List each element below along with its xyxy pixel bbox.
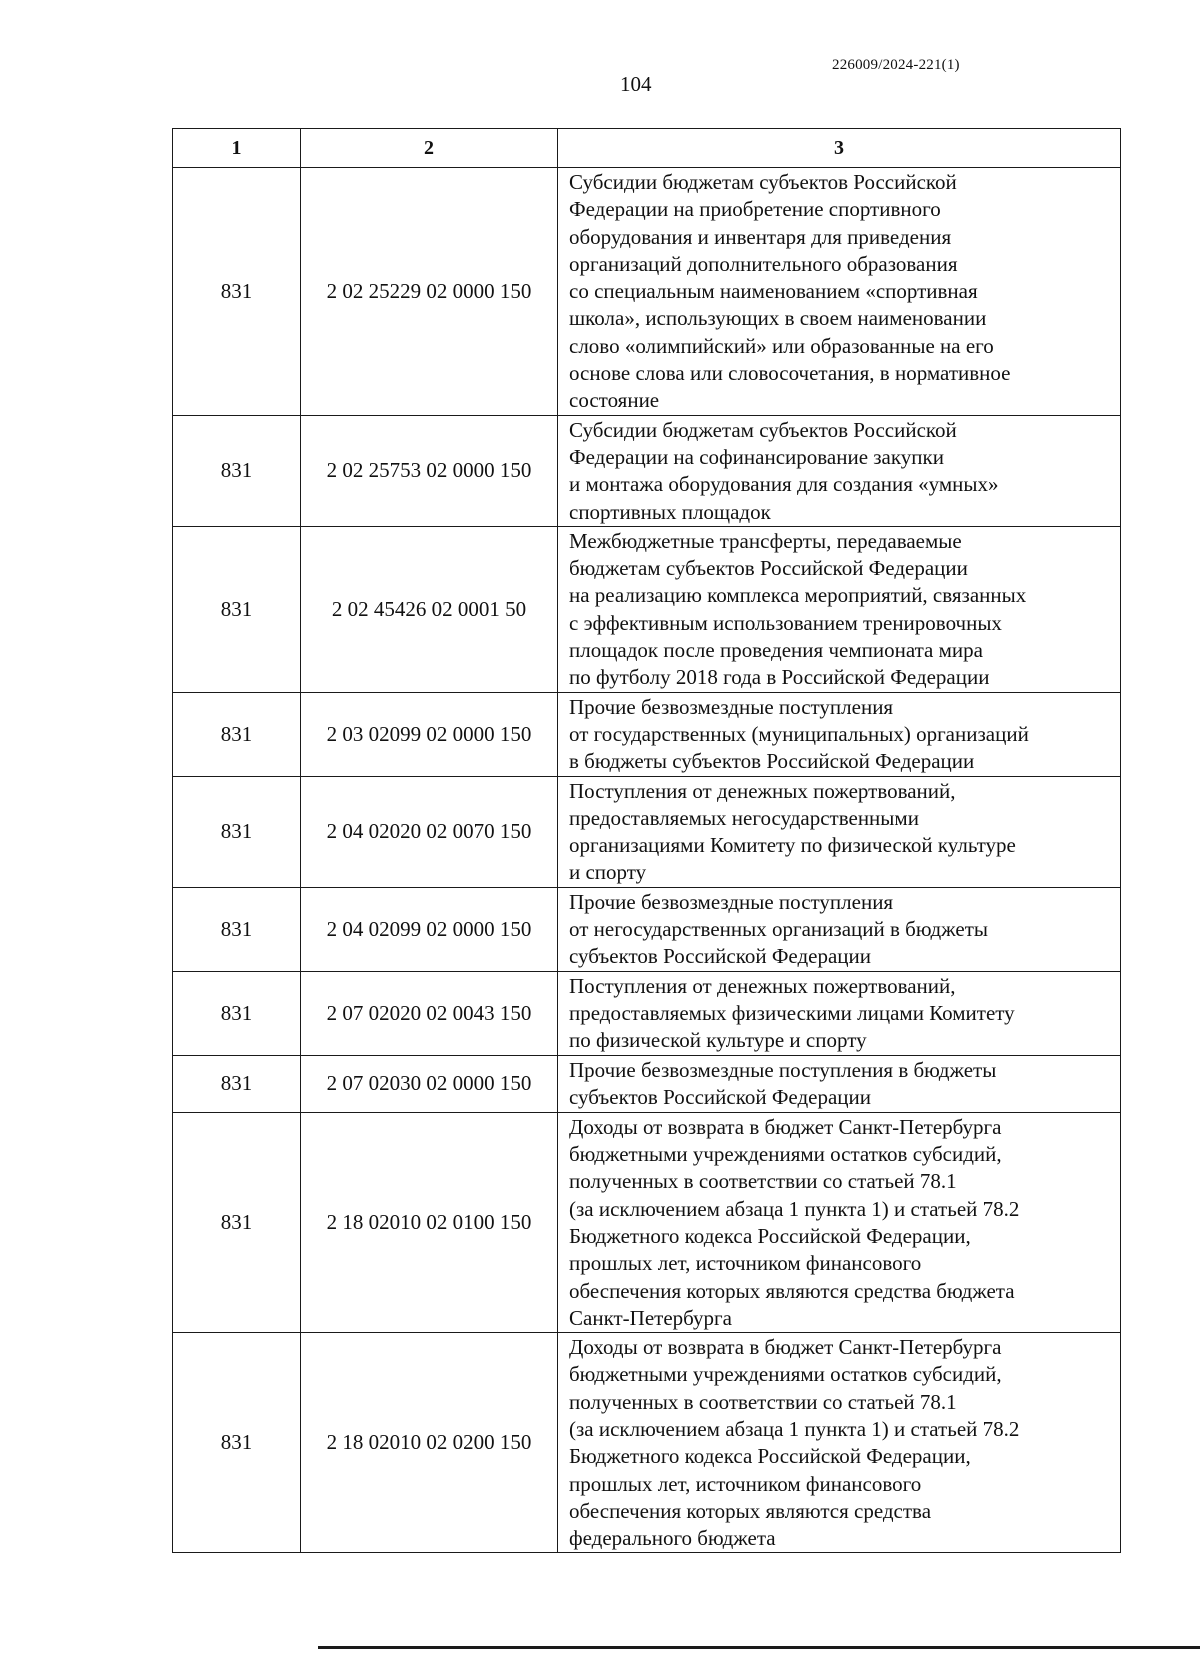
kbk-code-cell: 2 18 02010 02 0200 150 (301, 1333, 558, 1553)
admin-code-cell: 831 (173, 1112, 301, 1332)
description-cell: Прочие безвозмездные поступления от негосударственных организаций в бюджеты субъектов Российской Федерации (558, 887, 1121, 971)
admin-code-cell: 831 (173, 776, 301, 887)
document-id: 226009/2024-221(1) (832, 57, 960, 73)
kbk-code-cell: 2 07 02020 02 0043 150 (301, 971, 558, 1055)
description-cell: Межбюджетные трансферты, передаваемые бюджетам субъектов Российской Федерации на реализацию комплекса мероприятий, связанных с эффективным использованием тренировочных площадок после проведения чемпионата мира по футболу 2018 года в Российской Федерации (558, 526, 1121, 692)
admin-code-cell: 831 (173, 168, 301, 416)
description-cell: Доходы от возврата в бюджет Санкт-Петербурга бюджетными учреждениями остатков субсидий, полученных в соответствии со статьей 78.1 (за исключением абзаца 1 пункта 1) и статьей 78.2 Бюджетного кодекса Российской Федерации, прошлых лет, источником финансового обеспечения которых являются средства федерального бюджета (558, 1333, 1121, 1553)
page-number: 104 (620, 72, 652, 96)
table-row (173, 692, 1121, 776)
description-cell: Субсидии бюджетам субъектов Российской Федерации на приобретение спортивного оборудования и инвентаря для приведения организаций дополнительного образования со специальным наименованием «спортивная школа», использующих в своем наименовании слово «олимпийский» или образованные на его основе слова или словосочетания, в нормативное состояние (558, 168, 1121, 416)
table-row (173, 1055, 1121, 1112)
kbk-code-cell: 2 18 02010 02 0100 150 (301, 1112, 558, 1332)
admin-code-cell: 831 (173, 887, 301, 971)
table-row (173, 776, 1121, 887)
revenue-codes-table (172, 128, 1121, 1553)
table-header-row (173, 129, 1121, 168)
kbk-code-cell: 2 02 25753 02 0000 150 (301, 415, 558, 526)
admin-code-cell: 831 (173, 1055, 301, 1112)
kbk-code-cell: 2 04 02020 02 0070 150 (301, 776, 558, 887)
admin-code-cell: 831 (173, 415, 301, 526)
kbk-code-cell: 2 02 25229 02 0000 150 (301, 168, 558, 416)
column-header-2: 2 (301, 129, 558, 168)
admin-code-cell: 831 (173, 971, 301, 1055)
table-row (173, 168, 1121, 416)
description-cell: Прочие безвозмездные поступления в бюджеты субъектов Российской Федерации (558, 1055, 1121, 1112)
description-cell: Доходы от возврата в бюджет Санкт-Петербурга бюджетными учреждениями остатков субсидий, полученных в соответствии со статьей 78.1 (за исключением абзаца 1 пункта 1) и статьей 78.2 Бюджетного кодекса Российской Федерации, прошлых лет, источником финансового обеспечения которых являются средства бюджета Санкт-Петербурга (558, 1112, 1121, 1332)
description-cell: Поступления от денежных пожертвований, предоставляемых физическими лицами Комитету по физической культуре и спорту (558, 971, 1121, 1055)
page-bottom-rule (318, 1646, 1200, 1649)
description-cell: Поступления от денежных пожертвований, предоставляемых негосударственными организациями Комитету по физической культуре и спорту (558, 776, 1121, 887)
table-row (173, 971, 1121, 1055)
revenue-codes-table-wrapper (172, 128, 1120, 1553)
kbk-code-cell: 2 04 02099 02 0000 150 (301, 887, 558, 971)
admin-code-cell: 831 (173, 1333, 301, 1553)
description-cell: Прочие безвозмездные поступления от государственных (муниципальных) организаций в бюджеты субъектов Российской Федерации (558, 692, 1121, 776)
table-row (173, 887, 1121, 971)
kbk-code-cell: 2 07 02030 02 0000 150 (301, 1055, 558, 1112)
description-cell: Субсидии бюджетам субъектов Российской Федерации на софинансирование закупки и монтажа оборудования для создания «умных» спортивных площадок (558, 415, 1121, 526)
admin-code-cell: 831 (173, 526, 301, 692)
table-row (173, 1333, 1121, 1553)
kbk-code-cell: 2 03 02099 02 0000 150 (301, 692, 558, 776)
admin-code-cell: 831 (173, 692, 301, 776)
column-header-3: 3 (558, 129, 1121, 168)
table-row (173, 1112, 1121, 1332)
table-row (173, 415, 1121, 526)
kbk-code-cell: 2 02 45426 02 0001 50 (301, 526, 558, 692)
column-header-1: 1 (173, 129, 301, 168)
table-row (173, 526, 1121, 692)
